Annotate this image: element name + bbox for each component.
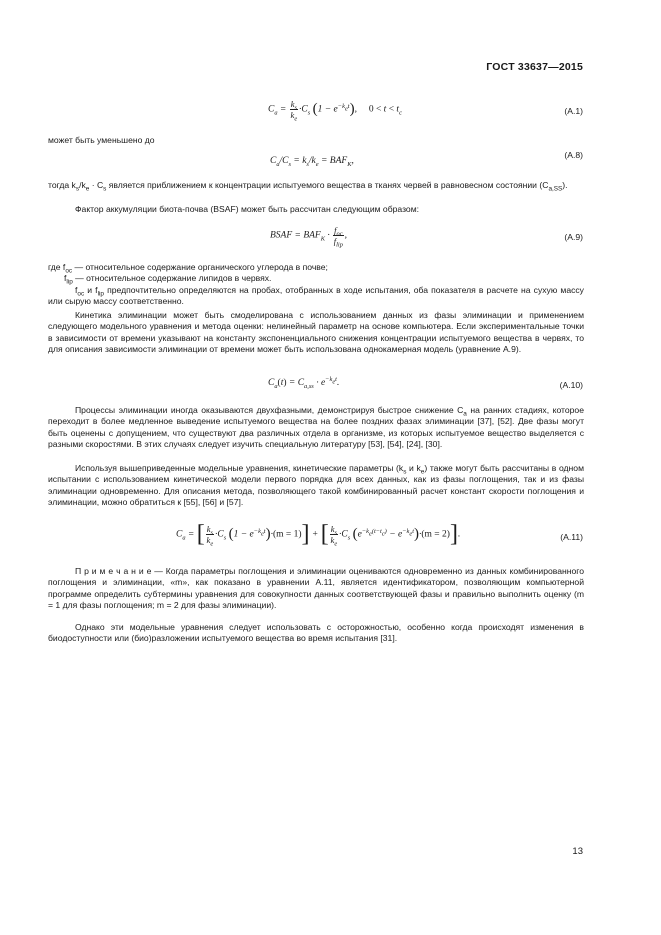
note-label: П р и м е ч а н и е: [75, 566, 152, 576]
text-caution: Однако эти модельные уравнения следует использовать с осторожностью, особенно когда происходят изменения в биодоступности или (био)разложении испытуемого вещества во время испытания [31].: [48, 622, 584, 644]
equation-a1: $C_a$ = $\frac{k_s}{k_e}$ $\cdot C_s$ $(1 - e^{-k_et})$, $0 < t < t_c$: [268, 99, 402, 123]
text-note: [48, 566, 584, 612]
note-body: — Когда параметры поглощения и элиминации оцениваются одновременно из данных комбинированного поглощения и элиминации, «m», как показано в уравнении А.11, является идентификатором, позволяющим компьютерной программе определить субтермины уравнения для совокупности данных соответствующей фазы и правильно выполнить оценку (m = 1 для фазы поглощения; m = 2 для фазы элиминации).: [48, 566, 584, 611]
equation-a8: $C_a/C_s = k_s/k_e = BAF_K$,: [270, 156, 354, 168]
text-where-foc: где $f_{oc}$ — относительное содержание органического углерода в почве;: [48, 262, 328, 275]
equation-number-a10: (А.10): [559, 380, 583, 390]
equation-number-a8: (А.8): [564, 150, 583, 160]
text-where-both: $f_{oc}$ и $f_{lip}$ предпочтительно определяются на пробах, отобранных в ходе испытания, оба показателя в расчете на сухую массу или сырую массу соответственно.: [48, 285, 584, 307]
text-where-flip: $f_{lip}$ — относительное содержание липидов в червях.: [64, 273, 272, 286]
equation-number-a1: (А.1): [564, 106, 583, 116]
equation-a11: $C_a$ = [ $\frac{k_s}{k_e}$ $\cdot C_s$ $(1 - e^{-k_et})\cdot(m = 1)$] + [ $\frac{k_s}{k_e}$ $\cdot C_s$ $(e^{-k_e(t-t_c)} - e^{-k_et})\cdot(m = 2)$].: [176, 520, 461, 548]
equation-a10: $C_a(t) = C_{a,ss} \cdot e^{-k_et}$.: [268, 375, 340, 390]
text-using: Используя вышеприведенные модельные уравнения, кинетические параметры ($k_s$ и $k_e$) также могут быть рассчитаны в одном испытании с использованием кинетической модели первого порядка для всех данных, как из фазы поглощения, так и из фазы элиминации одновременно. Для описания метода, позволяющего такой комбинированный расчет констант скорости поглощения и элиминации, можно обратиться к [55], [56] и [57].: [48, 463, 584, 508]
phase-uptake: (m = 1): [272, 529, 302, 540]
text-reduce: может быть уменьшено до: [48, 135, 155, 145]
equation-number-a11: (А.11): [560, 532, 583, 542]
page-number: 13: [572, 846, 583, 857]
equation-number-a9: (А.9): [564, 232, 583, 242]
text-biphasic: Процессы элиминации иногда оказываются двухфазными, демонстрируя быстрое снижение $C_a$ на ранних стадиях, которое переходит в более медленное выведение испытуемого вещества на более поздних фазах элиминации [37], [52]. Две фазы могут быть оценены с допущением, что существуют два различных отдела в организме, из которых испытуемое вещество выделяется с разными скоростями. В этих случаях следует изучить специальную литературу [53], [54], [24], [30].: [48, 405, 584, 450]
text-bsaf: Фактор аккумуляции биота-почва (BSAF) может быть рассчитан следующим образом:: [75, 204, 420, 214]
equation-a9: BSAF = $BAF_K$ · $\frac{f_{oc}}{f_{lip}}$ ,: [270, 225, 347, 249]
phase-elimination: (m = 2): [421, 529, 450, 540]
text-then: тогда $k_s/k_e \cdot C_s$ является приближением к концентрации испытуемого вещества в тканях червей в равновесном состоянии $(C_{a,SS})$.: [48, 180, 568, 193]
standard-header: ГОСТ 33637—2015: [486, 61, 583, 73]
text-kinetics: Кинетика элиминации может быть смоделирована с использованием данных из фазы элиминации и применением следующего модельного уравнения и метода оценки: нелинейный параметр на основе компьютера. Если экспериментальные точки в зависимости от времени указывают на константу экспоненциального снижения концентрации испытуемого вещества в червях, то для описания зависимости элиминации от времени может быть использована однокамерная модель (уравнение А.9).: [48, 310, 584, 355]
